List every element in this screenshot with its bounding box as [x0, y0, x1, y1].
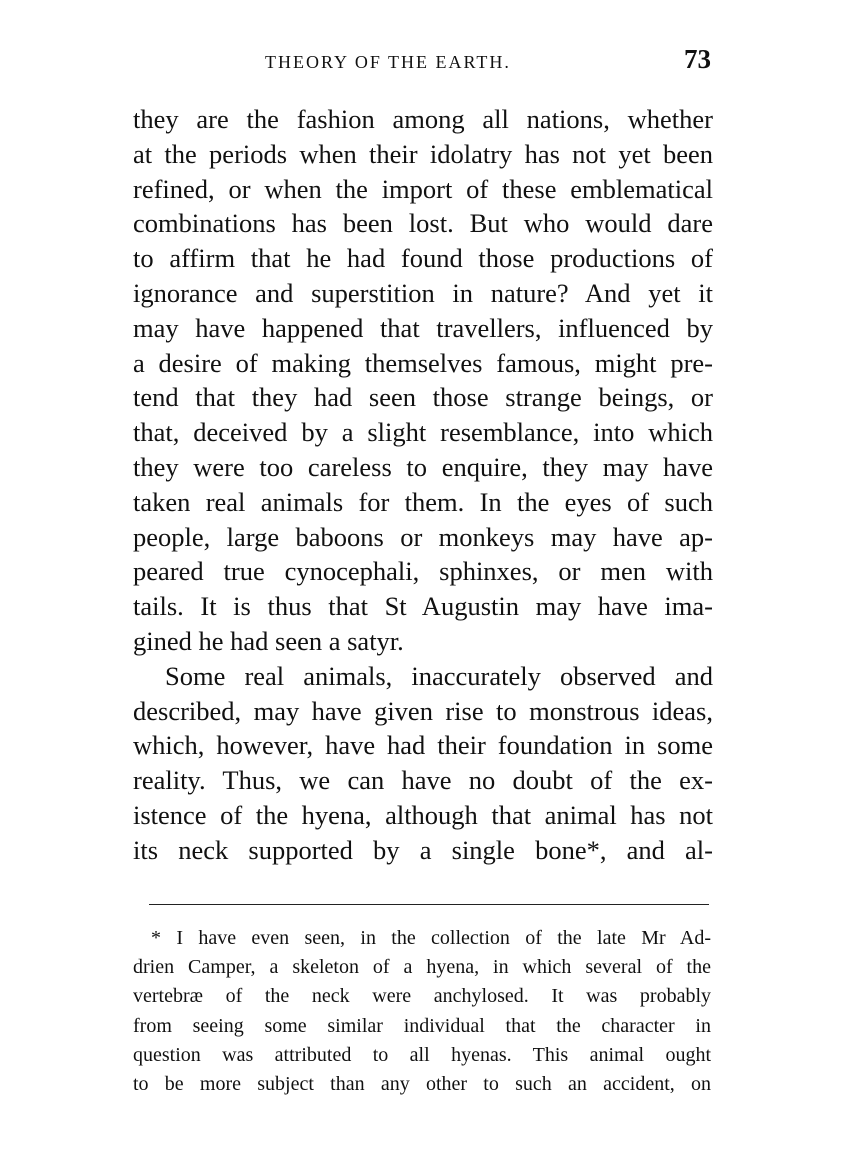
text-line: combinations has been lost. But who would dare [133, 208, 713, 239]
text-line: people, large baboons or monkeys may have ap- [133, 521, 713, 552]
text-line: they were too careless to enquire, they may have [133, 451, 713, 482]
text-line: that, deceived by a slight resemblance, into which [133, 417, 713, 448]
footnote-line: to be more subject than any other to such an accident, on [133, 1073, 711, 1096]
paragraph-end-line: gined he had seen a satyr. [133, 625, 404, 656]
main-text [133, 102, 713, 868]
text-line: tend that they had seen those strange beings, or [133, 382, 713, 413]
footnote [133, 924, 711, 1099]
footnote-line: vertebræ of the neck were anchylosed. It was probably [133, 985, 711, 1008]
page-number: 73 [684, 44, 711, 74]
footnote-line: question was attributed to all hyenas. This animal ought [133, 1043, 711, 1066]
text-line: refined, or when the import of these emblematical [133, 173, 713, 204]
page-header [133, 44, 713, 80]
paragraph-start-line: Some real animals, inaccurately observed and [165, 660, 713, 691]
footnote-line: * I have even seen, in the collection of the late Mr Ad- [151, 927, 711, 949]
text-line: reality. Thus, we can have no doubt of the ex- [133, 765, 713, 796]
footnote-line: from seeing some similar individual that the character in [133, 1014, 711, 1037]
text-line: which, however, have had their foundation in some [133, 730, 713, 761]
text-line: a desire of making themselves famous, might pre- [133, 347, 713, 378]
text-line: described, may have given rise to monstrous ideas, [133, 695, 713, 726]
text-line: they are the fashion among all nations, whether [133, 104, 713, 134]
text-line: peared true cynocephali, sphinxes, or men with [133, 556, 713, 587]
text-line: may have happened that travellers, influenced by [133, 312, 713, 343]
footnote-divider [149, 904, 709, 905]
text-line: taken real animals for them. In the eyes of such [133, 486, 713, 517]
running-title: THEORY OF THE EARTH. [265, 52, 511, 72]
text-line: at the periods when their idolatry has not yet been [133, 138, 713, 169]
footnote-line: drien Camper, a skeleton of a hyena, in which several of the [133, 956, 711, 979]
text-line: to affirm that he had found those productions of [133, 243, 713, 274]
text-line: ignorance and superstition in nature? And yet it [133, 277, 713, 308]
text-line: its neck supported by a single bone*, and al- [133, 834, 713, 865]
text-line: istence of the hyena, although that animal has not [133, 799, 713, 830]
text-line: tails. It is thus that St Augustin may have ima- [133, 591, 713, 622]
